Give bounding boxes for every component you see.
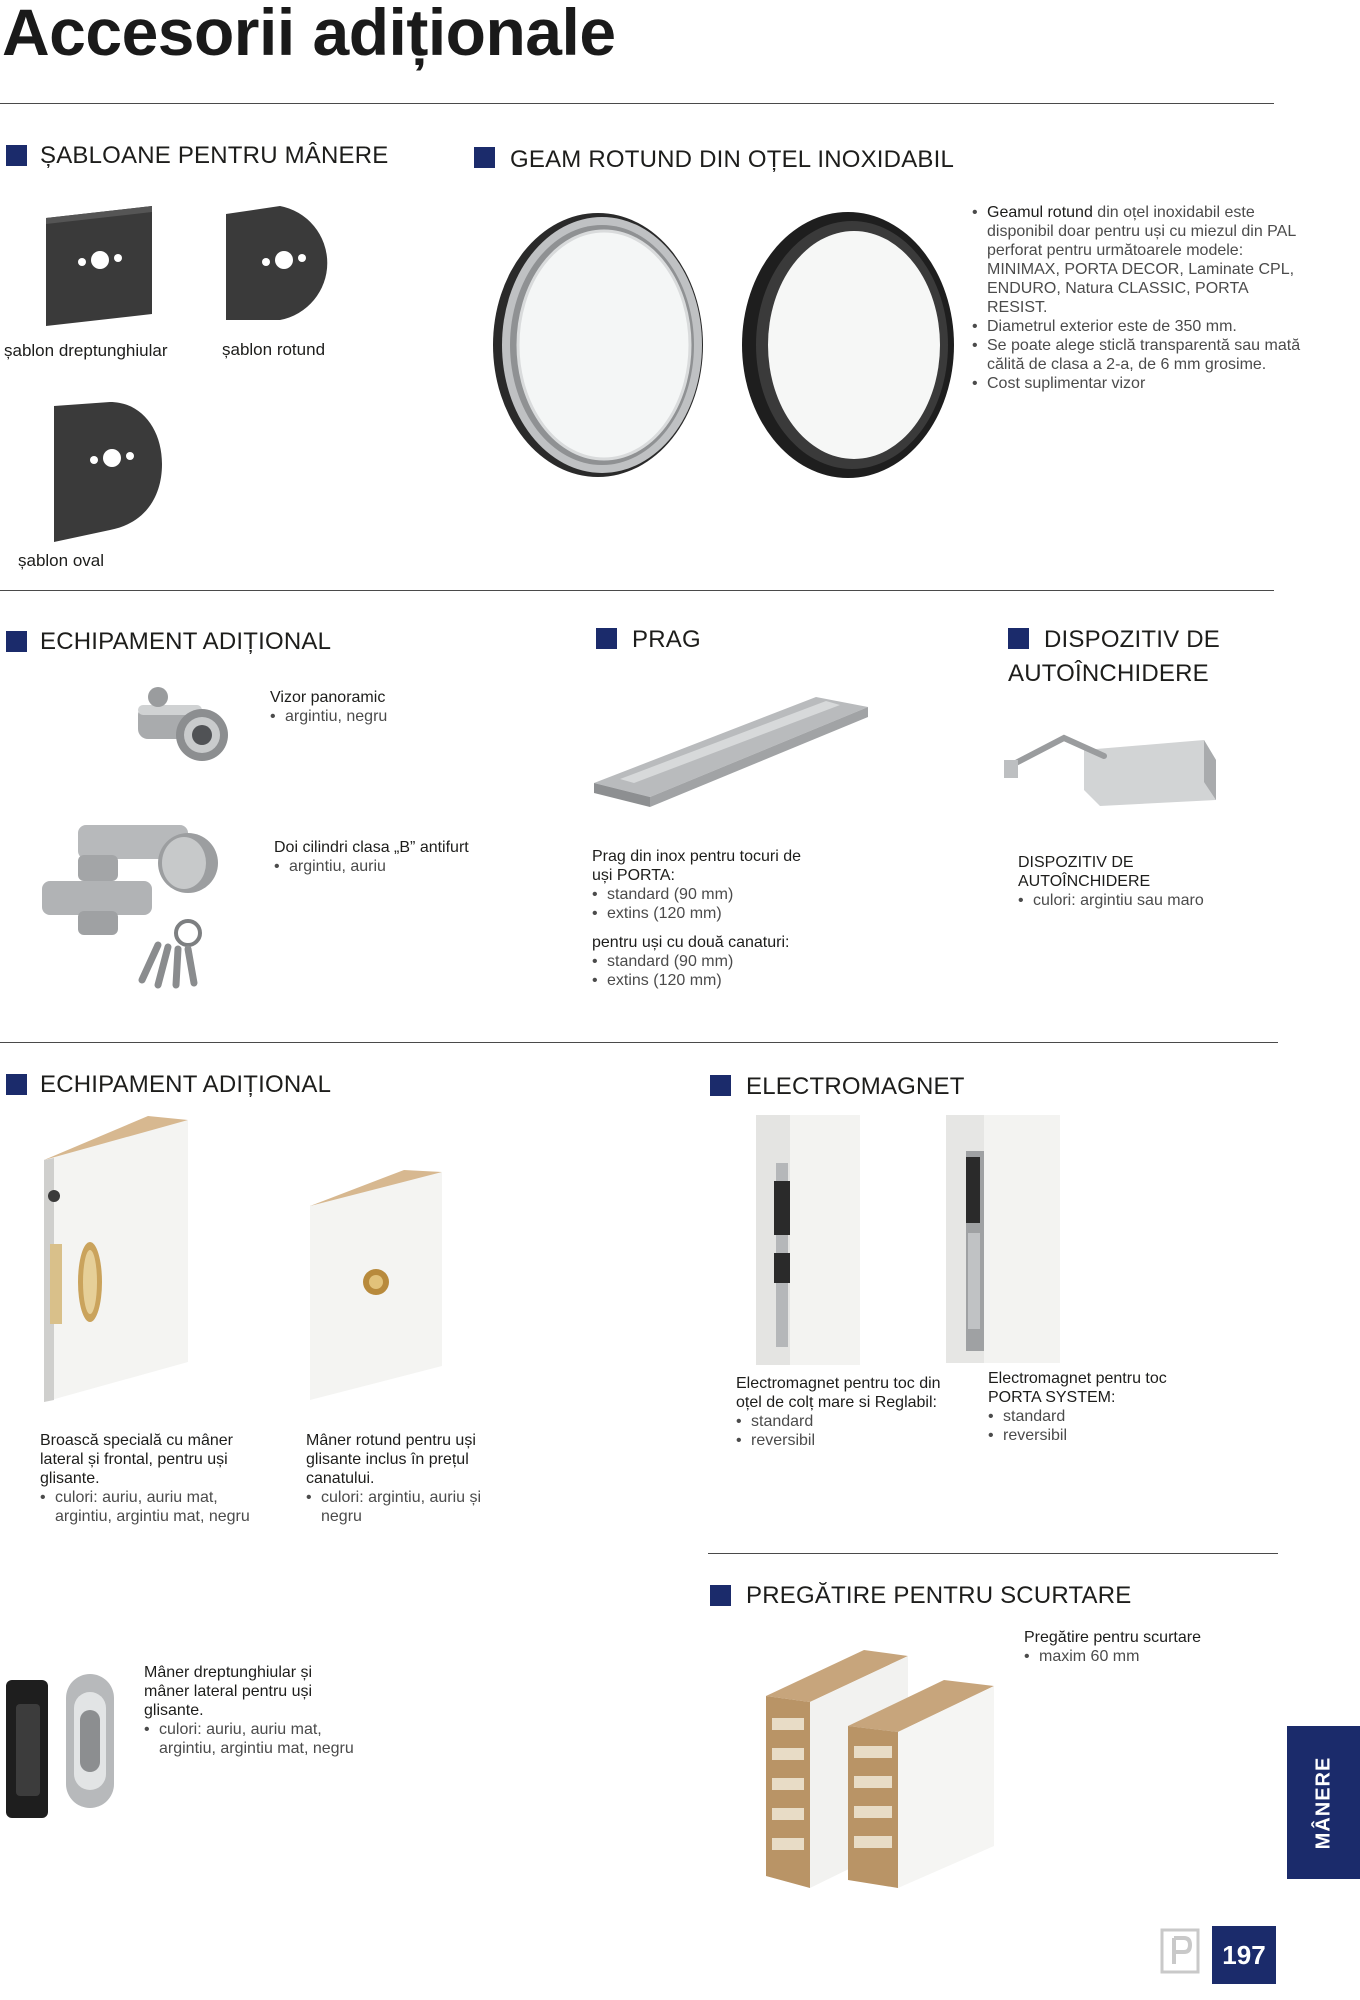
scurtare-title: Pregătire pentru scurtare (1024, 1629, 1201, 1646)
bullet-item: • culori: argintiu sau maro (1018, 891, 1278, 910)
section-heading-scurtare: PREGĂTIRE PENTRU SCURTARE (746, 1582, 1132, 1609)
divider (0, 590, 1274, 591)
maner-rotund-text (306, 1431, 516, 1526)
section-marker (6, 1074, 27, 1095)
divider (708, 1553, 1278, 1554)
caption: șablon oval (18, 551, 105, 570)
bullet-item: • maxim 60 mm (1024, 1647, 1264, 1666)
bullet-item: • standard (988, 1407, 1188, 1426)
section-heading-echipament: ECHIPAMENT ADIȚIONAL (40, 628, 332, 655)
maner-dreptunghiular-text (144, 1663, 354, 1758)
electromagnet-1-text (736, 1374, 946, 1450)
cilindri-image (38, 815, 228, 990)
cilindri-text (274, 838, 534, 876)
bullet-text: Se poate alege sticlă transparentă sau mată călită de clasa a 2-a, de 6 mm grosime. (987, 337, 1301, 373)
section-heading-dispozitiv: DISPOZITIV DE (1044, 626, 1220, 653)
bullet-item: • argintiu, negru (270, 707, 530, 726)
bullet-item: • culori: argintiu, auriu și negru (306, 1488, 516, 1526)
bullet-item (972, 203, 1302, 317)
bullet-item: • argintiu, auriu (274, 857, 534, 876)
section-heading-geam: GEAM ROTUND DIN OȚEL INOXIDABIL (510, 146, 955, 173)
dispozitiv-image (1004, 720, 1224, 810)
section-marker (710, 1075, 731, 1096)
bullet-text: Diametrul exterior este de 350 mm. (987, 318, 1237, 335)
section-heading-dispozitiv: AUTOÎNCHIDERE (1008, 660, 1209, 687)
prag-image (590, 685, 870, 810)
section-marker (1008, 628, 1029, 649)
electromagnet-2-title: Electromagnet pentru toc PORTA SYSTEM: (988, 1370, 1167, 1406)
vizor-title: Vizor panoramic (270, 689, 386, 706)
section-heading-echipament-2: ECHIPAMENT ADIȚIONAL (40, 1071, 332, 1098)
scurtare-image (760, 1640, 1005, 1890)
page-title: Accesorii adiționale (2, 0, 616, 69)
geam-negru-image (728, 205, 958, 485)
electromagnet-1-title: Electromagnet pentru toc din oțel de colț mare si Reglabil: (736, 1375, 941, 1411)
section-heading-prag: PRAG (632, 626, 701, 653)
bullet-item: • reversibil (736, 1431, 946, 1450)
section-marker (710, 1585, 731, 1606)
sablon-rotund-image (222, 200, 340, 325)
bullet-item: • standard (90 mm) (592, 952, 822, 971)
bullet-item: • culori: auriu, auriu mat, argintiu, argintiu mat, negru (40, 1488, 270, 1526)
sablon-dreptunghiular-image (40, 200, 155, 330)
bullet-item: • culori: auriu, auriu mat, argintiu, argintiu mat, negru (144, 1720, 354, 1758)
bullet-item: • reversibil (988, 1426, 1188, 1445)
electromagnet-1-image (756, 1115, 860, 1365)
broasca-image (40, 1112, 190, 1402)
bullet-item (972, 336, 1302, 374)
caption: șablon dreptunghiular (4, 341, 168, 360)
section-marker (6, 145, 27, 166)
bullet-text: Cost suplimentar vizor (987, 375, 1146, 392)
side-tab-label: MÂNERE (1312, 1756, 1334, 1849)
geam-inox-image (478, 205, 708, 485)
maner-rotund-image (306, 1166, 446, 1401)
maner-dreptunghiular-title: Mâner dreptunghiular și mâner lateral pentru uși glisante. (144, 1664, 313, 1719)
dispozitiv-title: AUTOÎNCHIDERE (1018, 873, 1151, 890)
prag-text (592, 847, 822, 990)
section-heading-electromagnet: ELECTROMAGNET (746, 1073, 965, 1100)
broasca-title: Broască specială cu mâner lateral și frontal, pentru uși glisante. (40, 1432, 233, 1487)
divider (0, 1042, 1278, 1043)
page-number: 197 (1212, 1926, 1276, 1984)
prag-title: Prag din inox pentru tocuri de uși PORTA: (592, 848, 802, 884)
caption: șablon rotund (222, 340, 326, 359)
side-tab-manere[interactable] (1287, 1726, 1360, 1879)
maner-rotund-title: Mâner rotund pentru uși glisante inclus în prețul canatului. (306, 1432, 476, 1487)
bullet-item: • standard (736, 1412, 946, 1431)
scurtare-text (1024, 1628, 1264, 1666)
cilindri-title: Doi cilindri clasa „B” antifurt (274, 839, 469, 856)
geam-description (972, 203, 1302, 393)
prag-subtitle: pentru uși cu două canaturi: (592, 934, 790, 951)
section-marker (6, 631, 27, 652)
broasca-text (40, 1431, 270, 1526)
electromagnet-2-text (988, 1369, 1188, 1445)
bullet-item: • extins (120 mm) (592, 904, 822, 923)
vizor-text (270, 688, 530, 726)
porta-logo-icon (1160, 1928, 1200, 1974)
divider (0, 103, 1274, 104)
section-marker (596, 628, 617, 649)
bullet-text: din oțel inoxidabil este disponibil doar pentru uși cu miezul din PAL perforat pentru următoarele modele: MINIMAX, PORTA DECOR, Laminate CPL, ENDURO, Natura CLASSIC, PORTA RESIST. (987, 204, 1296, 316)
bullet-item: • extins (120 mm) (592, 971, 822, 990)
maner-dreptunghiular-image (4, 1670, 122, 1820)
vizor-image (128, 683, 238, 773)
section-marker (474, 147, 495, 168)
sablon-oval-image (50, 396, 165, 546)
bullet-item (972, 374, 1302, 393)
electromagnet-2-image (946, 1115, 1060, 1363)
dispozitiv-text (1018, 853, 1278, 910)
bullet-lead: Geamul rotund (987, 204, 1093, 221)
bullet-item (972, 317, 1302, 336)
bullet-item: • standard (90 mm) (592, 885, 822, 904)
section-heading-sabloane: ȘABLOANE PENTRU MÂNERE (40, 142, 389, 169)
dispozitiv-title: DISPOZITIV DE (1018, 854, 1134, 871)
